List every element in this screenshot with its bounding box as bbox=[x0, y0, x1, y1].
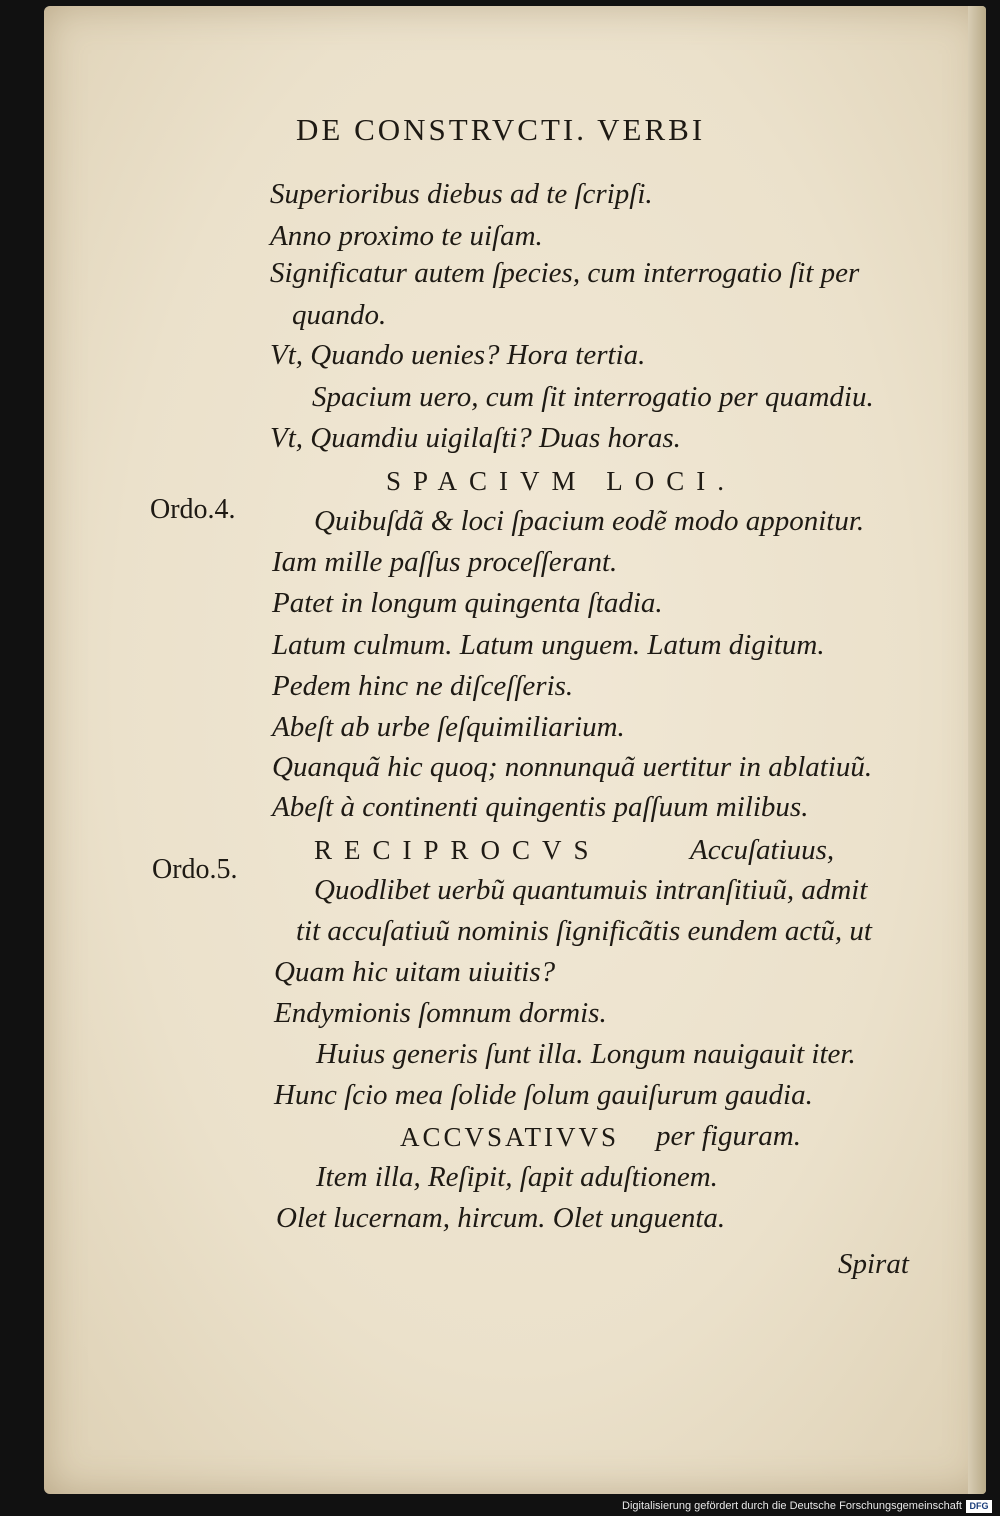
text-line: Quodlibet uerbũ quantumuis intranſitiuũ, admit bbox=[314, 874, 868, 906]
text-line: Pedem hinc ne diſceſſeris. bbox=[272, 670, 574, 702]
section-heading: RECIPROCVS bbox=[314, 835, 601, 865]
text-line: Vt, Quando uenies? Hora tertia. bbox=[270, 339, 646, 371]
margin-note-ordo-5: Ordo.5. bbox=[152, 854, 238, 885]
text-line: Latum culmum. Latum unguem. Latum digitum. bbox=[272, 629, 825, 661]
section-heading: ACCVSATIVVS bbox=[400, 1122, 620, 1152]
text-line: per figuram. bbox=[656, 1120, 801, 1152]
text-line: Quanquã hic quoq; nonnunquã uertitur in ablatiuũ. bbox=[272, 751, 873, 783]
text-line: Olet lucernam, hircum. Olet unguenta. bbox=[276, 1202, 726, 1234]
text-line: quando. bbox=[292, 299, 387, 331]
text-line: Spacium uero, cum ſit interrogatio per quamdiu. bbox=[312, 381, 874, 413]
text-line: Iam mille paſſus proceſſerant. bbox=[272, 546, 618, 578]
page-binding-edge bbox=[968, 6, 986, 1494]
text-line: Patet in longum quingenta ſtadia. bbox=[272, 587, 663, 619]
section-heading: SPACIVM LOCI. bbox=[386, 466, 737, 496]
text-line: Quam hic uitam uiuitis? bbox=[274, 956, 556, 988]
text-line: Accuſatiuus, bbox=[690, 834, 835, 866]
catchword: Spirat bbox=[838, 1248, 909, 1280]
margin-note-ordo-4: Ordo.4. bbox=[150, 494, 236, 525]
text-line: Abeſt ab urbe ſeſquimiliarium. bbox=[272, 711, 625, 743]
funding-notice: Digitalisierung gefördert durch die Deutsche Forschungsgemeinschaft bbox=[622, 1500, 962, 1512]
text-line: Item illa, Reſipit, ſapit aduſtionem. bbox=[316, 1161, 718, 1193]
text-line: Superioribus diebus ad te ſcripſi. bbox=[270, 178, 653, 210]
text-line: Significatur autem ſpecies, cum interrogatio ſit per bbox=[270, 257, 860, 289]
running-head: DE CONSTRVCTI. VERBI bbox=[296, 112, 706, 147]
text-line: Quibuſdã & loci ſpacium eodẽ modo apponitur. bbox=[314, 505, 865, 537]
text-line: Huius generis ſunt illa. Longum nauigauit iter. bbox=[316, 1038, 856, 1070]
text-line: Abeſt à continenti quingentis paſſuum milibus. bbox=[272, 791, 809, 823]
text-line: Vt, Quamdiu uigilaſti? Duas horas. bbox=[270, 422, 681, 454]
text-line: tit accuſatiuũ nominis ſignificãtis eundem actũ, ut bbox=[296, 915, 872, 947]
text-line: Hunc ſcio mea ſolide ſolum gauiſurum gaudia. bbox=[274, 1079, 813, 1111]
text-line: Anno proximo te uiſam. bbox=[270, 220, 543, 252]
text-line: Endymionis ſomnum dormis. bbox=[274, 997, 607, 1029]
dfg-logo: DFG bbox=[966, 1500, 992, 1513]
